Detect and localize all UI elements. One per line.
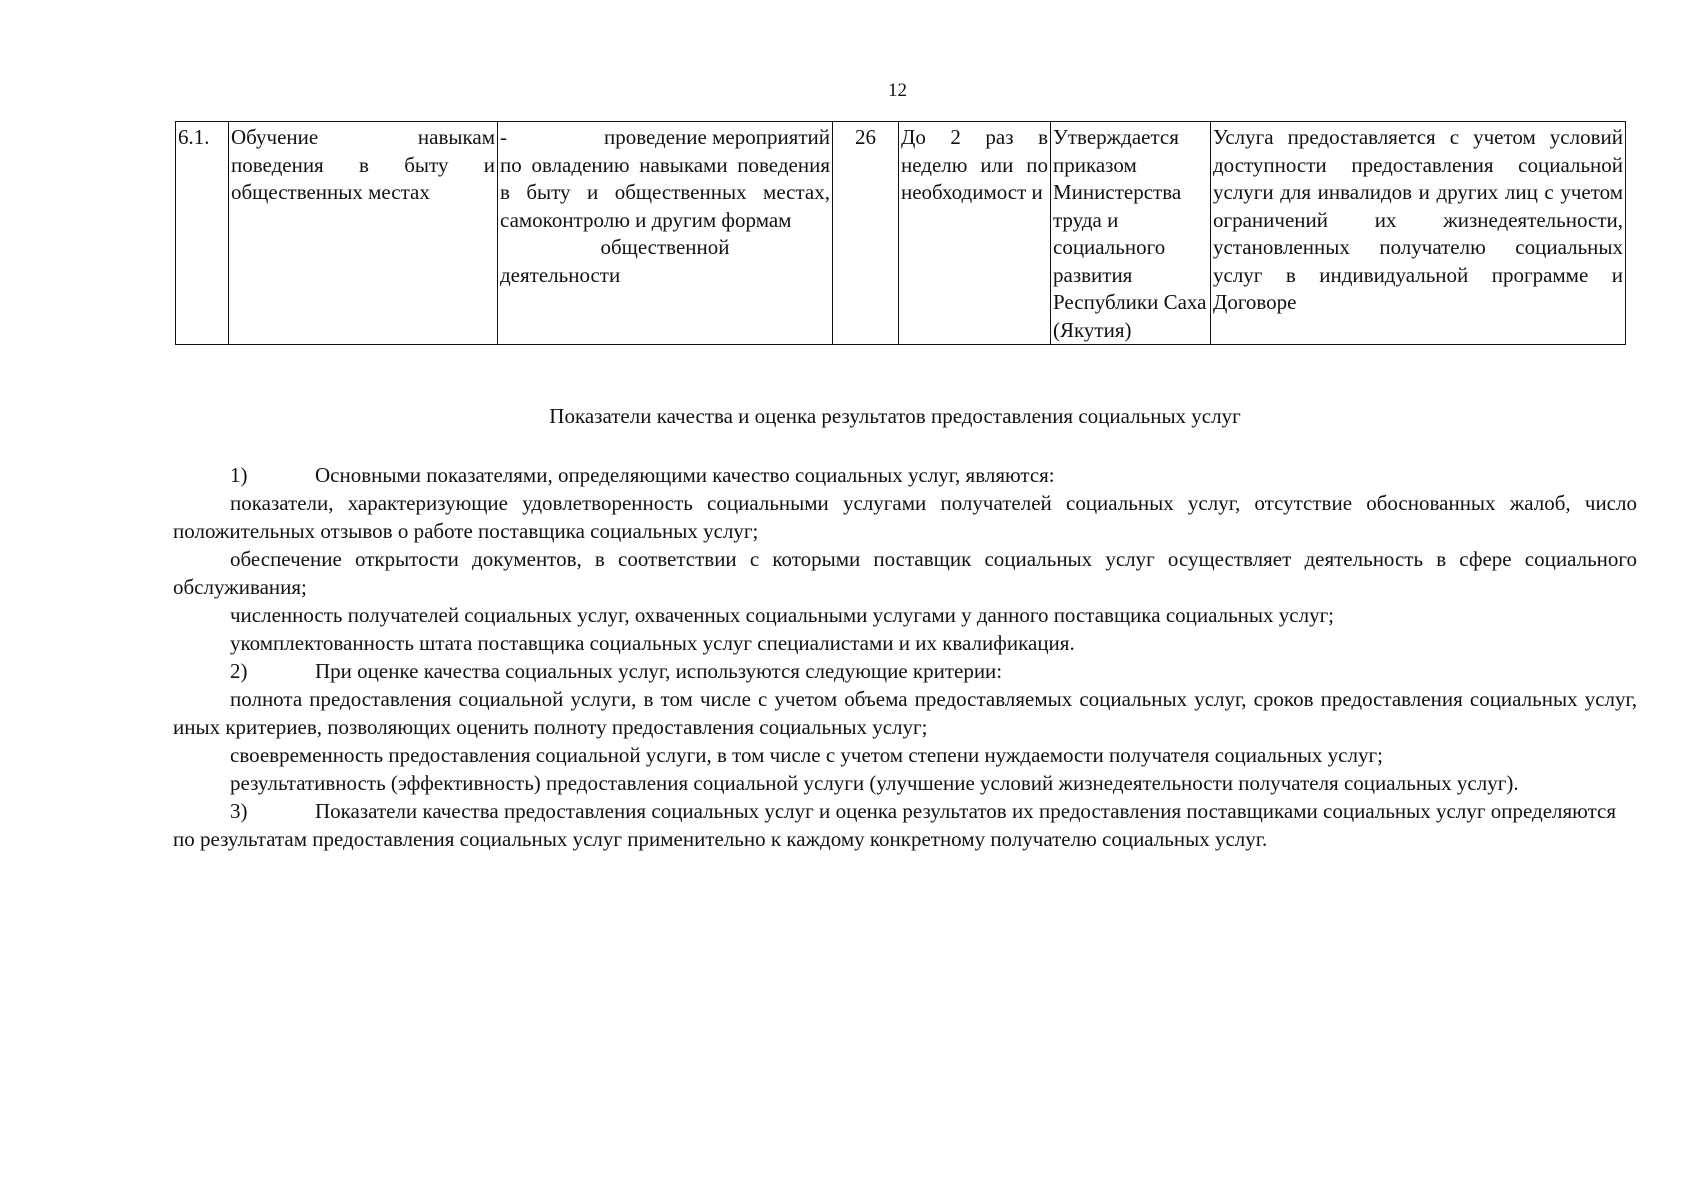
page-number: 12 xyxy=(888,80,907,101)
paragraph: обеспечение открытости документов, в соответствии с которыми поставщик социальных услуг осуществляет деятельность в сфере социального обслуживания; xyxy=(173,547,1637,599)
frequency-cell: До 2 раз в неделю или по необходимост и xyxy=(899,122,1051,345)
paragraph: численность получателей социальных услуг, охваченных социальными услугами у данного поставщика социальных услуг; xyxy=(230,603,1335,627)
table-row xyxy=(176,122,1626,345)
quality-indicators-section xyxy=(173,461,1637,853)
service-name-cell: Обучение навыкам поведения в быту и общественных местах xyxy=(229,122,498,345)
numbered-item-2: 2) При оценке качества социальных услуг, используются следующие критерии: xyxy=(230,659,1003,683)
row-number-cell: 6.1. xyxy=(176,122,229,345)
tariff-cell: Утверждается приказом Министерства труда и социального развития Республики Саха (Якутия) xyxy=(1051,122,1211,345)
section-heading: Показатели качества и оценка результатов предоставления социальных услуг xyxy=(549,404,1241,428)
paragraph: показатели, характеризующие удовлетворенность социальными услугами получателей социальных услуг, отсутствие обоснованных жалоб, число положительных отзывов о работе поставщика социальных услуг; xyxy=(173,491,1637,543)
content-center-word: общественной xyxy=(600,235,730,259)
numbered-item-3: 3) Показатели качества предоставления социальных услуг и оценка результатов их предоставления поставщиками социальных услуг определяются по результатам предоставления социальных услуг применительно к каждому конкретному получателю социальных услуг. xyxy=(173,799,1616,851)
duration-cell: 26 xyxy=(833,122,899,345)
paragraph: укомплектованность штата поставщика социальных услуг специалистами и их квалификация. xyxy=(230,631,1075,655)
conditions-cell: Услуга предоставляется с учетом условий доступности предоставления социальной услуги для инвалидов и других лиц с учетом ограничений их жизнедеятельности, установленных получателю социальных услуг в индивидуальной программе и Договоре xyxy=(1211,122,1626,345)
content-first-line: - проведение мероприятий xyxy=(500,125,830,149)
service-content-cell xyxy=(498,122,833,345)
content-tail: деятельности xyxy=(500,262,621,287)
paragraph: полнота предоставления социальной услуги, в том числе с учетом объема предоставляемых социальных услуг, сроков предоставления социальных услуг, иных критериев, позволяющих оценить полноту предоставления социальных услуг; xyxy=(173,687,1637,739)
paragraph: своевременность предоставления социальной услуги, в том числе с учетом степени нуждаемости получателя социальных услуг; xyxy=(230,743,1383,767)
numbered-item-1: 1) Основными показателями, определяющими качество социальных услуг, являются: xyxy=(230,463,1055,487)
content-body: по овладению навыками поведения в быту и общественных местах, самоконтролю и другим формам xyxy=(500,152,830,232)
paragraph: результативность (эффективность) предоставления социальной услуги (улучшение условий жизнедеятельности получателя социальных услуг). xyxy=(230,771,1519,795)
services-table xyxy=(175,121,1626,345)
